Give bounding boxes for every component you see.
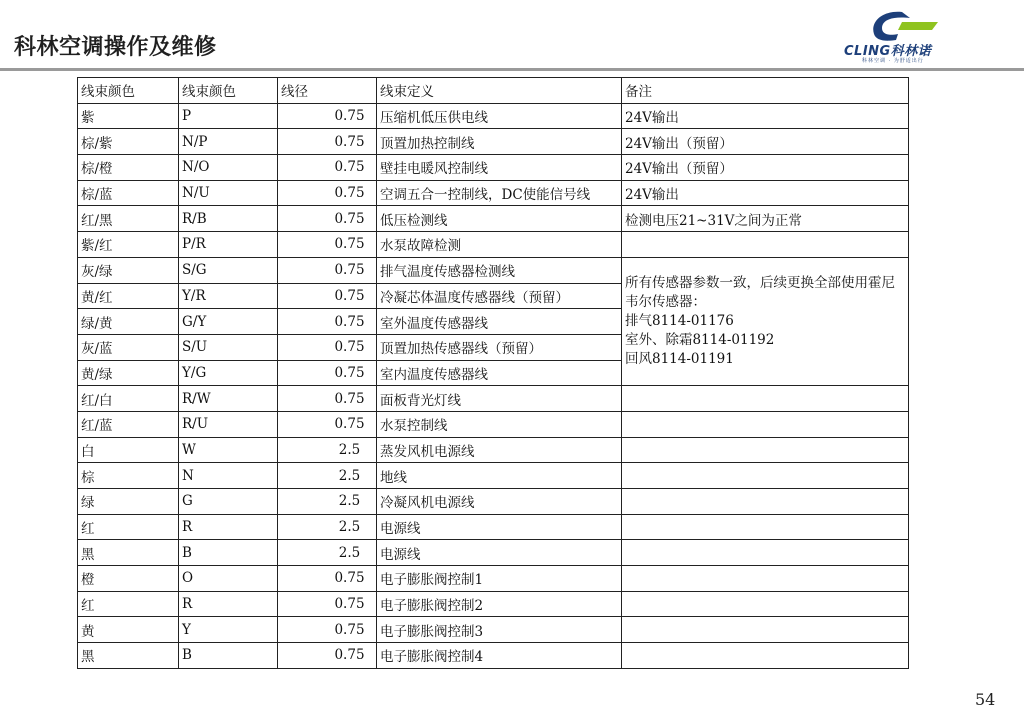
wire-color-cell: 黄	[78, 617, 179, 643]
wire-color-cell: 红/蓝	[78, 411, 179, 437]
wire-color-cell: 棕/紫	[78, 129, 179, 155]
wire-color-cell: 橙	[78, 566, 179, 592]
wire-definition-cell: 电源线	[377, 540, 622, 566]
table-row	[78, 411, 909, 437]
remark-cell	[622, 437, 909, 463]
remark-cell: 24V输出	[622, 180, 909, 206]
table-row	[78, 617, 909, 643]
wire-gauge-cell: 2.5	[278, 514, 377, 540]
wire-gauge-cell: 2.5	[278, 489, 377, 515]
wire-code-cell: R	[179, 591, 278, 617]
wire-color-cell: 紫/红	[78, 232, 179, 258]
wire-color-cell: 绿	[78, 489, 179, 515]
remark-cell: 检测电压21~31V之间为正常	[622, 206, 909, 232]
wire-color-cell: 黄/红	[78, 283, 179, 309]
table-header-cell: 线束定义	[377, 78, 622, 104]
wire-gauge-cell: 0.75	[278, 283, 377, 309]
wire-color-cell: 紫	[78, 103, 179, 129]
wire-code-cell: N/O	[179, 155, 278, 181]
table-row	[78, 386, 909, 412]
remark-cell	[622, 617, 909, 643]
wire-code-cell: R/U	[179, 411, 278, 437]
wire-definition-cell: 地线	[377, 463, 622, 489]
wire-code-cell: R	[179, 514, 278, 540]
wire-code-cell: Y/R	[179, 283, 278, 309]
wire-color-cell: 灰/蓝	[78, 334, 179, 360]
remark-cell: 24V输出（预留）	[622, 155, 909, 181]
table-row	[78, 232, 909, 258]
wire-definition-cell: 室内温度传感器线	[377, 360, 622, 386]
wire-code-cell: R/B	[179, 206, 278, 232]
logo-brand-text: CLING科林诺	[844, 44, 932, 59]
wire-gauge-cell: 0.75	[278, 257, 377, 283]
table-row	[78, 103, 909, 129]
wire-code-cell: W	[179, 437, 278, 463]
table-header-row	[78, 78, 909, 104]
wire-harness-table-body	[78, 78, 909, 669]
wire-code-cell: P	[179, 103, 278, 129]
wire-definition-cell: 空调五合一控制线，DC使能信号线	[377, 180, 622, 206]
wire-code-cell: Y/G	[179, 360, 278, 386]
wire-color-cell: 棕	[78, 463, 179, 489]
wire-definition-cell: 压缩机低压供电线	[377, 103, 622, 129]
wire-code-cell: G/Y	[179, 309, 278, 335]
wire-code-cell: N/P	[179, 129, 278, 155]
wire-gauge-cell: 0.75	[278, 309, 377, 335]
wire-harness-table	[77, 77, 909, 669]
wire-code-cell: B	[179, 540, 278, 566]
wire-code-cell: S/G	[179, 257, 278, 283]
wire-code-cell: B	[179, 643, 278, 669]
remark-cell: 24V输出	[622, 103, 909, 129]
wire-definition-cell: 排气温度传感器检测线	[377, 257, 622, 283]
remark-cell	[622, 489, 909, 515]
remark-cell	[622, 643, 909, 669]
wire-definition-cell: 电子膨胀阀控制3	[377, 617, 622, 643]
remark-cell	[622, 232, 909, 258]
wire-gauge-cell: 2.5	[278, 463, 377, 489]
wire-definition-cell: 壁挂电暖风控制线	[377, 155, 622, 181]
wire-color-cell: 棕/蓝	[78, 180, 179, 206]
wire-color-cell: 绿/黄	[78, 309, 179, 335]
wire-color-cell: 红	[78, 514, 179, 540]
wire-code-cell: S/U	[179, 334, 278, 360]
table-header-cell: 线束颜色	[78, 78, 179, 104]
wire-code-cell: N/U	[179, 180, 278, 206]
remark-cell: 24V输出（预留）	[622, 129, 909, 155]
title-divider	[0, 68, 1024, 71]
sensor-remark-cell	[622, 257, 909, 385]
wire-definition-cell: 顶置加热控制线	[377, 129, 622, 155]
wire-gauge-cell: 0.75	[278, 386, 377, 412]
wire-code-cell: O	[179, 566, 278, 592]
wire-gauge-cell: 0.75	[278, 360, 377, 386]
wire-code-cell: N	[179, 463, 278, 489]
wire-gauge-cell: 0.75	[278, 591, 377, 617]
table-row	[78, 180, 909, 206]
wire-color-cell: 红	[78, 591, 179, 617]
wire-definition-cell: 电源线	[377, 514, 622, 540]
page-number: 54	[975, 690, 996, 709]
remark-cell	[622, 591, 909, 617]
sensor-remark-line: 回风8114-01191	[625, 351, 734, 368]
wire-gauge-cell: 0.75	[278, 334, 377, 360]
table-row	[78, 257, 909, 283]
table-row	[78, 437, 909, 463]
remark-cell	[622, 540, 909, 566]
remark-cell	[622, 411, 909, 437]
wire-definition-cell: 水泵故障检测	[377, 232, 622, 258]
wire-definition-cell: 冷凝芯体温度传感器线（预留）	[377, 283, 622, 309]
table-row	[78, 514, 909, 540]
wire-gauge-cell: 0.75	[278, 411, 377, 437]
wire-definition-cell: 低压检测线	[377, 206, 622, 232]
wire-gauge-cell: 0.75	[278, 206, 377, 232]
wire-gauge-cell: 0.75	[278, 129, 377, 155]
table-header-cell: 线束颜色	[179, 78, 278, 104]
wire-gauge-cell: 0.75	[278, 566, 377, 592]
wire-code-cell: Y	[179, 617, 278, 643]
wire-definition-cell: 电子膨胀阀控制2	[377, 591, 622, 617]
wire-definition-cell: 蒸发风机电源线	[377, 437, 622, 463]
wire-gauge-cell: 0.75	[278, 232, 377, 258]
sensor-remark-line: 所有传感器参数一致，后续更换全部使用霍尼韦尔传感器：	[625, 275, 895, 311]
wire-color-cell: 白	[78, 437, 179, 463]
wire-gauge-cell: 0.75	[278, 617, 377, 643]
wire-gauge-cell: 2.5	[278, 540, 377, 566]
wire-definition-cell: 冷凝风机电源线	[377, 489, 622, 515]
table-row	[78, 129, 909, 155]
wire-definition-cell: 电子膨胀阀控制1	[377, 566, 622, 592]
wire-gauge-cell: 0.75	[278, 180, 377, 206]
wire-gauge-cell: 0.75	[278, 103, 377, 129]
table-row	[78, 155, 909, 181]
wire-gauge-cell: 0.75	[278, 643, 377, 669]
table-row	[78, 206, 909, 232]
remark-cell	[622, 463, 909, 489]
table-row	[78, 643, 909, 669]
wire-color-cell: 黄/绿	[78, 360, 179, 386]
wire-color-cell: 红/黑	[78, 206, 179, 232]
table-header-cell: 线径	[278, 78, 377, 104]
wire-gauge-cell: 2.5	[278, 437, 377, 463]
wire-definition-cell: 电子膨胀阀控制4	[377, 643, 622, 669]
wire-color-cell: 棕/橙	[78, 155, 179, 181]
slide-title: 科林空调操作及维修	[14, 35, 217, 60]
table-row	[78, 566, 909, 592]
wire-color-cell: 黑	[78, 540, 179, 566]
wire-definition-cell: 顶置加热传感器线（预留）	[377, 334, 622, 360]
wire-code-cell: R/W	[179, 386, 278, 412]
remark-cell	[622, 386, 909, 412]
table-row	[78, 463, 909, 489]
wire-gauge-cell: 0.75	[278, 155, 377, 181]
wire-color-cell: 黑	[78, 643, 179, 669]
wire-code-cell: P/R	[179, 232, 278, 258]
sensor-remark-line: 室外、除霜8114-01192	[625, 332, 775, 349]
logo-tagline: 科林空调 · 为舒适出行	[862, 58, 924, 64]
wire-definition-cell: 室外温度传感器线	[377, 309, 622, 335]
table-row	[78, 591, 909, 617]
table-row	[78, 489, 909, 515]
wire-code-cell: G	[179, 489, 278, 515]
logo-swoosh-green	[898, 22, 938, 30]
wire-definition-cell: 水泵控制线	[377, 411, 622, 437]
remark-cell	[622, 566, 909, 592]
table-row	[78, 540, 909, 566]
sensor-remark-line: 排气8114-01176	[625, 313, 734, 330]
wire-color-cell: 灰/绿	[78, 257, 179, 283]
wire-color-cell: 红/白	[78, 386, 179, 412]
wire-definition-cell: 面板背光灯线	[377, 386, 622, 412]
remark-cell	[622, 514, 909, 540]
table-header-cell: 备注	[622, 78, 909, 104]
